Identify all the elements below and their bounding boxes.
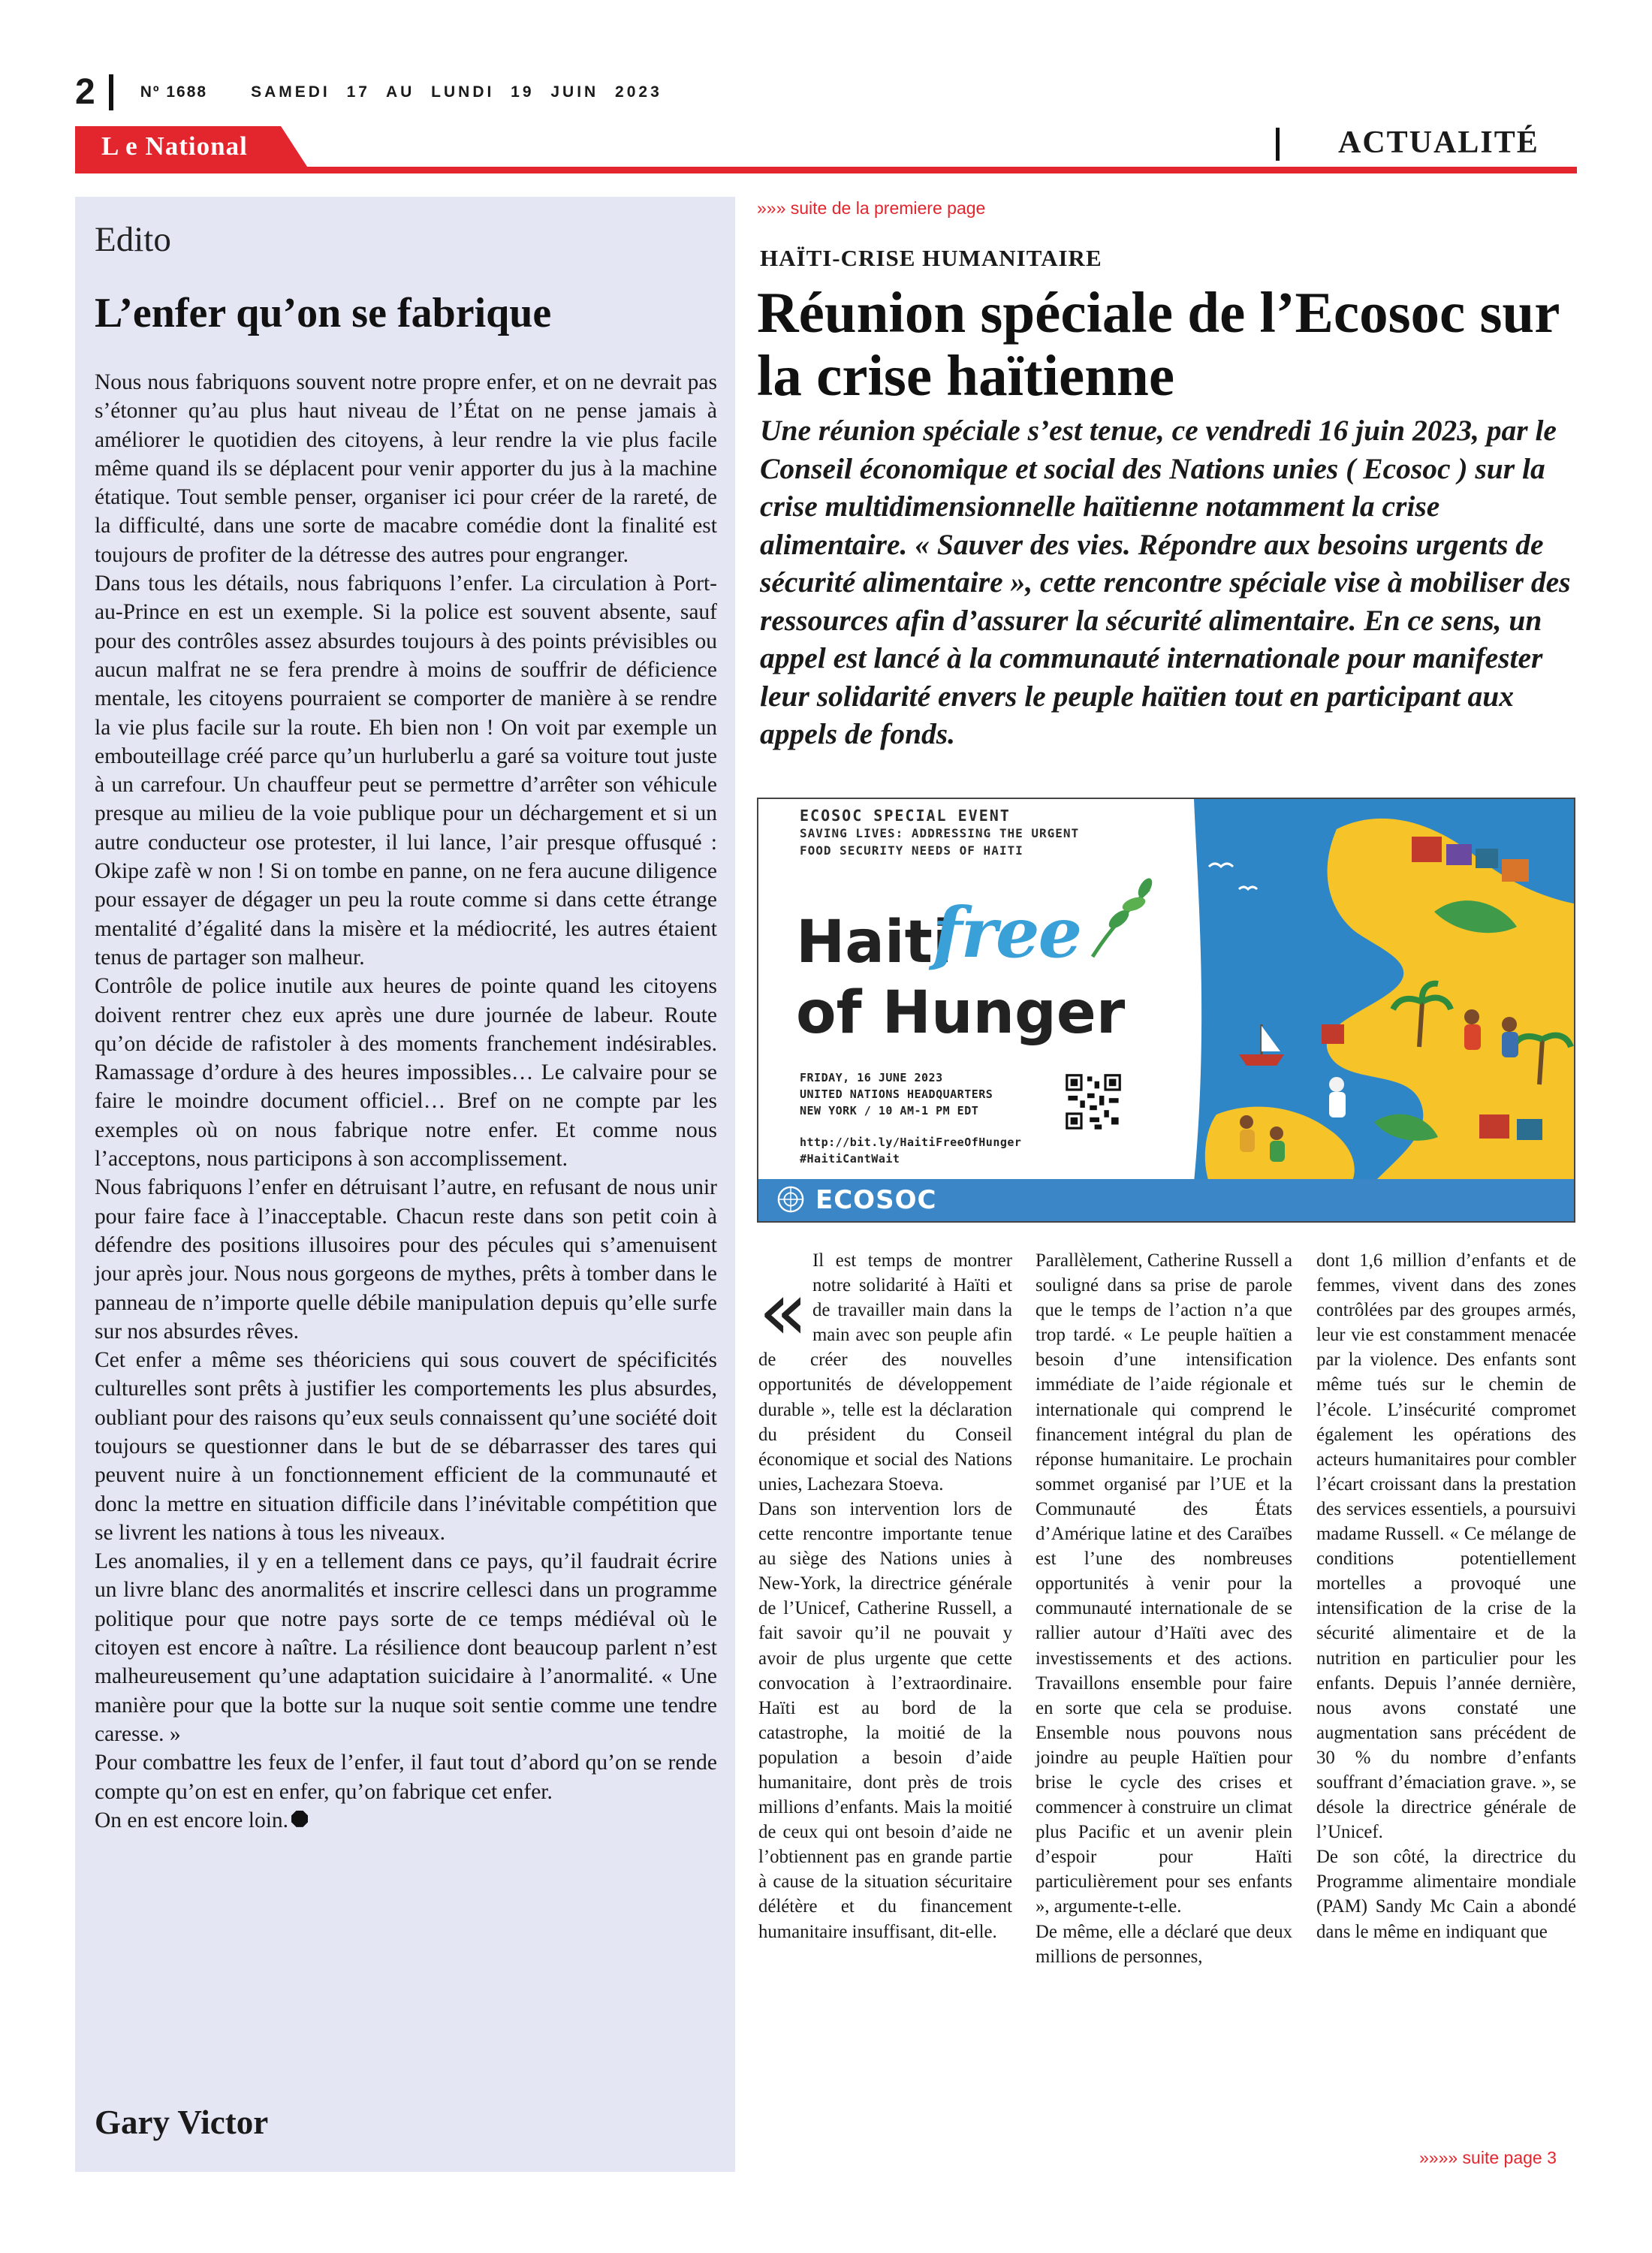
edito-closing: On en est encore loin. — [95, 1808, 289, 1832]
poster-logo-text: ECOSOC — [815, 1185, 937, 1215]
page-header — [75, 74, 662, 111]
edito-author: Gary Victor — [95, 2104, 269, 2141]
section-divider — [1276, 128, 1280, 161]
header-rule — [75, 167, 1577, 173]
qr-code-icon — [1063, 1072, 1123, 1132]
article-kicker: HAÏTI-CRISE HUMANITAIRE — [760, 245, 1102, 271]
page-number: 2 — [75, 72, 95, 112]
poster-subtitle: SAVING LIVES: ADDRESSING THE URGENT — [800, 826, 1080, 840]
article-column-2 — [1036, 1248, 1292, 1969]
edito-closing-line — [95, 1806, 717, 1835]
poster-event-label: ECOSOC SPECIAL EVENT — [800, 807, 1011, 825]
edito-paragraph: Dans tous les détails, nous fabriquons l’enfer. La circulation à Port-au-Prince en est un exemple. Si la police est souvent absente, sauf pour des contrôles assez absurdes toujours à des points prévisibles ou aucun malfrat ne se fera prendre à moins de souffrir de déficience mentale, les citoyens pourraient se comporter de manière à se rendre la vie plus facile sur la route. Eh bien non ! On voit par exemple un embouteillage créé parce qu’un hurluberlu a garé sa voiture tout juste à un carrefour. Un chauffeur peut se permettre d’arrêter son véhicule presque au milieu de la voie publique pour un déchargement et si un autre conducteur ose protester, il lui lance, l’air presque offusqué : Okipe zafè w non ! Si on tombe en panne, on ne fera aucune diligence pour essayer de dégager un peu la route comme si dans cette étrange mentalité d’égalité dans la misère et la médiocrité, les autres étaient tenus de partager son malheur. — [95, 572, 717, 970]
section-name: ACTUALITÉ — [1338, 125, 1539, 160]
article-paragraph: De même, elle a déclaré que deux millions de personnes, — [1036, 1921, 1292, 1967]
brand-name: L e National — [101, 131, 248, 161]
article-title: Réunion spéciale de l’Ecosoc sur la crise haïtienne — [757, 280, 1560, 408]
edito-paragraph: Les anomalies, il y en a tellement dans ce pays, qu’il faudrait écrire un livre blanc des anormalités et inscrire cellesci dans un programme politique pour que notre pays sorte de ce temps médiéval où le citoyen est encore à naître. La résilience dont beaucoup parlent n’est malheureusement qu’une adaptation suicidaire à l’anormalité. « Une manière pour que la botte sur la nuque soit sentie comme une tendre caresse. » — [95, 1549, 717, 1746]
poster-time: NEW YORK / 10 AM-1 PM EDT — [800, 1104, 979, 1117]
edito-paragraph: Contrôle de police inutile aux heures de pointe quand les citoyens doivent rentrer chez eux après une dure journée de labeur. Route qu’on décide de rafistoler à des moments franchement indésirables. Ramassage d’ordure à des heures impossibles… Le calvaire pour se faire le moindre document officiel… Bref on ne compte par les exemples où on nous fabrique notre enfer. Et comme nous l’acceptons, nous participons à son accomplissement. — [95, 974, 717, 1172]
article-column-1 — [758, 1248, 1012, 1944]
header-divider — [109, 74, 113, 110]
edito-kicker: Edito — [95, 220, 171, 259]
poster-subtitle: FOOD SECURITY NEEDS OF HAITI — [800, 843, 1023, 858]
article-paragraph: Dans son intervention lors de cette rencontre importante tenue au siège des Nations unies à New-York, la directrice générale de l’Unicef, Catherine Russell, a fait savoir qu’il ne pouvait y avoir de plus urgente que cette convocation à l’extraordinaire. Haïti est au bord de la catastrophe, la moitié de la population a besoin d’aide humanitaire, dont près de trois millions d’enfants. Mais la moitié de ceux qui ont besoin d’aide ne l’obtiennent pas en grande partie à cause de la situation sécuritaire délétère et du financement humanitaire insuffisant, dit-elle. — [758, 1498, 1012, 1942]
poster-title-free: free — [933, 892, 1081, 973]
drop-quote-mark: « — [758, 1265, 809, 1359]
article-paragraph: dont 1,6 million d’enfants et de femmes, vivent dans des zones contrôlées par des groupes armés, leur vie est constamment menacée par la violence. Des enfants sont même tués sur le chemin de l’école. L’insécurité compromet également les opérations des acteurs humanitaires pour combler l’écart croissant dans la prestation des services essentiels, a poursuivi madame Russell. « Ce mélange de conditions potentiellement mortelles a provoqué une intensification de la crise de la sécurité alimentaire et de la nutrition en particulier pour les enfants. Depuis l’année dernière, nous avons constaté une augmentation sans précédent de 30 % du nombre d’enfants souffrant d’émaciation grave. », se désole la directrice générale de l’Unicef. — [1316, 1250, 1576, 1843]
poster-link: http://bit.ly/HaitiFreeOfHunger — [800, 1136, 1022, 1149]
continued-from-link[interactable]: »»» suite de la premiere page — [757, 198, 986, 218]
edito-paragraph: Nous nous fabriquons souvent notre propre enfer, et on ne devrait pas s’étonner qu’au plus haut niveau de l’État on ne pense jamais à améliorer le quotidien des citoyens, à leur rendre la vie plus facile même quand ils se déplacent pour venir apporter du jus à la machine étatique. Tout semble penser, organiser ici pour créer de la rareté, de la difficulté, dans une sorte de macabre comédie dont la finalité est toujours de profiter de la détresse des autres pour engranger. — [95, 370, 717, 567]
edito-title: L’enfer qu’on se fabrique — [95, 290, 552, 336]
un-emblem-icon — [776, 1185, 805, 1214]
event-poster — [757, 798, 1575, 1223]
end-mark-icon — [291, 1811, 308, 1827]
article-column-3 — [1316, 1248, 1576, 1944]
edito-paragraph: Pour combattre les feux de l’enfer, il faut tout d’abord qu’on se rende compte qu’on est en enfer, qu’on fabrique cet enfer. — [95, 1751, 717, 1804]
article-paragraph-text: Il est temps de montrer notre solidarité à Haïti et de travailler main dans la main avec son peuple afin de créer des nouvelles opportunités de développement durable », telle est la déclaration du président du Conseil économique et social des Nations unies, Lachezara Stoeva. — [758, 1250, 1012, 1494]
edito-paragraph: Cet enfer a même ses théoriciens qui sous couvert de spécificités culturelles sont prêts à justifier les comportements les plus absurdes, oubliant pour des raisons qu’eux seuls connaissent qu’une société doit toujours se questionner dans le but de se débarrasser des tares qui peuvent nuire à un fonctionnement efficient de la communauté et donc la mettre en situation difficile dans l’inévitable compétition que se livrent les nations à tous les niveaux. — [95, 1348, 717, 1545]
edito-body — [95, 368, 717, 1835]
poster-title-haiti: Haiti — [796, 909, 953, 976]
poster-venue: UNITED NATIONS HEADQUARTERS — [800, 1087, 993, 1101]
poster-date: FRIDAY, 16 JUNE 2023 — [800, 1071, 943, 1084]
article-lead: Une réunion spéciale s’est tenue, ce vendredi 16 juin 2023, par le Conseil économique et social des Nations unies ( Ecosoc ) sur la crise multidimensionnelle haïtienne notamment la crise alimentaire. « Sauver des vies. Répondre aux besoins urgents de sécurité alimentaire », cette rencontre spéciale vise à mobiliser des ressources afin d’assurer la sécurité alimentaire. En ce sens, un appel est lancé à la communauté internationale pour manifester leur solidarité envers le peuple haïtien tout en participant aux appels de fonds. — [760, 414, 1571, 750]
continued-to-link[interactable]: »»»» suite page 3 — [1419, 2148, 1557, 2167]
issue-date: SAMEDI 17 AU LUNDI 19 JUIN 2023 — [251, 83, 662, 101]
poster-hashtag: #HaitiCantWait — [800, 1152, 900, 1166]
article-paragraph — [758, 1248, 1012, 1497]
article-paragraph: Parallèlement, Catherine Russell a souligné dans sa prise de parole que le temps de l’action n’a que trop tardé. « Le peuple haïtien a besoin d’une intensification immédiate de l’aide régionale et internationale qui comprend le financement intégral du plan de réponse humanitaire. Le prochain sommet organisé par l’UE et la Communauté des États d’Amérique latine et des Caraïbes est l’une des nombreuses opportunités à venir pour la communauté internationale de se rallier autour d’Haïti avec des investissements et des actions. Travaillons ensemble pour faire en sorte que cela se produise. Ensemble nous pouvons nous joindre au peuple Haïtien pour brise le cycle des crises et commencer à construire un climat plus Pacific et un avenir plein d’espoir pour Haïti particulièrement pour ses enfants », argumente-t-elle. — [1036, 1250, 1292, 1917]
article-paragraph: De son côté, la directrice du Programme alimentaire mondiale (PAM) Sandy Mc Cain a abondé dans le même en indiquant que — [1316, 1847, 1576, 1942]
issue-number: Nº 1688 — [140, 83, 208, 101]
poster-title-hunger: of Hunger — [796, 979, 1126, 1047]
edito-paragraph: Nous fabriquons l’enfer en détruisant l’autre, en refusant de nous unir pour faire face à l’inacceptable. Chacun reste dans son petit coin à défendre des positions illusoires pour des pécules qui s’amenuisent jour après jour. Nous nous gorgeons de mythes, prêts à tomber dans le panneau de n’importe quelle débile manipulation depuis qu’elle surfe sur nos absurdes rêves. — [95, 1175, 717, 1344]
